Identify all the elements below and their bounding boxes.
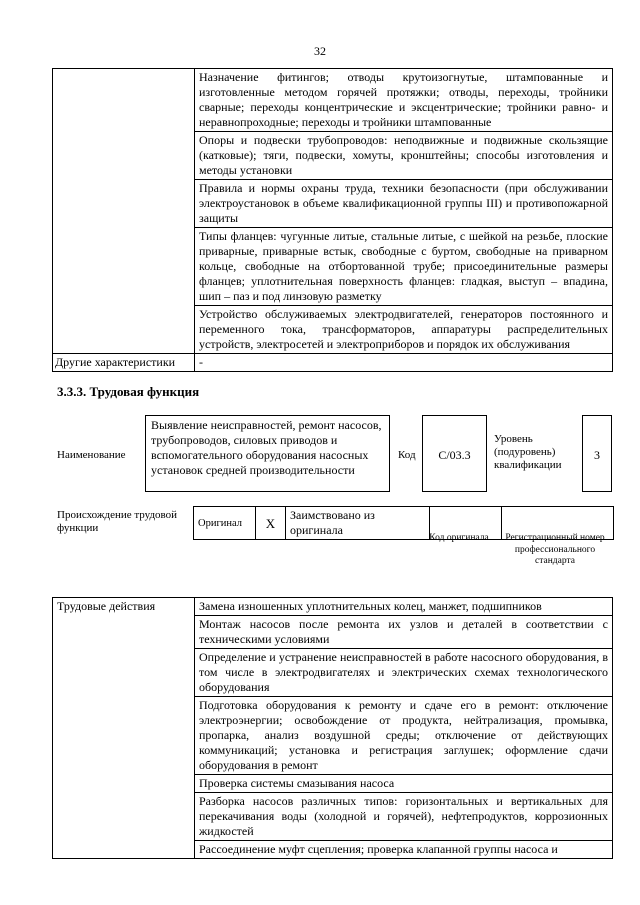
action-item: Проверка системы смазывания насоса xyxy=(195,775,613,793)
action-item: Определение и устранение неисправностей в работе насосного оборудования, в том числе в электродвигателях и электрических схемах технологического оборудования xyxy=(195,649,613,697)
knowledge-item: Устройство обслуживаемых электродвигателей, генераторов постоянного и переменного тока, трансформаторов, аппаратуры распределительных устройств, электросетей и электроприборов и порядок их обслуживания xyxy=(195,306,613,354)
action-item: Монтаж насосов после ремонта их узлов и деталей в соответствии с техническими условиями xyxy=(195,616,613,649)
table-row xyxy=(53,598,613,616)
borrowed-label: Заимствовано из оригинала xyxy=(286,507,430,540)
knowledge-item: Типы фланцев: чугунные литые, стальные литые, с шейкой на резьбе, плоские приварные, приварные встык, свободные с буртом, свободные на приварном кольце, свободные на отбортованной трубе; присоединительные размеры фланцев; уплотнительная поверхность фланцев: гладкая, выступ – впадина, шип – паз и под линзовую разметку xyxy=(195,228,613,306)
action-item: Разборка насосов различных типов: горизонтальных и вертикальных для перекачивания воды (холодной и горячей), нефтепродуктов, коррозионных жидкостей xyxy=(195,793,613,841)
code-label: Код xyxy=(398,449,416,461)
knowledge-table xyxy=(52,68,613,372)
left-header-cell xyxy=(53,69,195,354)
registration-caption: Регистрационный номер профессионального стандарта xyxy=(505,533,605,566)
level-box xyxy=(582,415,612,492)
origin-label: Происхождение трудовой функции xyxy=(57,509,178,534)
original-mark: X xyxy=(256,507,286,540)
other-characteristics-value: - xyxy=(195,354,613,372)
actions-label: Трудовые действия xyxy=(53,598,195,859)
code-box xyxy=(422,415,487,492)
knowledge-item: Правила и нормы охраны труда, техники безопасности (при обслуживании электроустановок в объеме квалификационной группы III) и противопожарной защиты xyxy=(195,180,613,228)
code-caption: Код оригинала xyxy=(429,533,489,543)
other-characteristics-label: Другие характеристики xyxy=(53,354,195,372)
code-value: С/03.3 xyxy=(438,448,471,462)
original-label: Оригинал xyxy=(194,507,256,540)
action-item: Замена изношенных уплотнительных колец, манжет, подшипников xyxy=(195,598,613,616)
page-number: 32 xyxy=(314,44,326,58)
level-value: 3 xyxy=(594,448,600,462)
level-label: Уровень (подуровень) квалификации xyxy=(494,433,562,471)
knowledge-item: Опоры и подвески трубопроводов: неподвижные и подвижные скользящие (катковые); тяги, подвески, хомуты, кронштейны; способы изготовления и методы установки xyxy=(195,132,613,180)
function-name: Выявление неисправностей, ремонт насосов, трубопроводов, силовых приводов и вспомогательного оборудования насосных установок средней производительности xyxy=(151,418,382,477)
table-row xyxy=(53,354,613,372)
action-item: Рассоединение муфт сцепления; проверка клапанной группы насоса и xyxy=(195,841,613,859)
table-row xyxy=(53,69,613,132)
knowledge-item: Назначение фитингов; отводы крутоизогнутые, штампованные и изготовленные методом горячей протяжки; отводы, переходы, тройники сварные; переходы концентрические и эксцентрические; тройники равно- и неравнопроходные; переходы и тройники штампованные xyxy=(195,69,613,132)
section-title: 3.3.3. Трудовая функция xyxy=(57,384,200,399)
action-item: Подготовка оборудования к ремонту и сдаче его в ремонт: отключение электроэнергии; освобождение от продукта, нейтрализация, промывка, пропарка, анализ воздушной среды; отключение от действующих коммуникаций; установка и регистрация заглушек; оформление сдачи оборудования в ремонт xyxy=(195,697,613,775)
name-label: Наименование xyxy=(57,449,126,461)
actions-table xyxy=(52,597,613,859)
function-name-box xyxy=(145,415,390,492)
